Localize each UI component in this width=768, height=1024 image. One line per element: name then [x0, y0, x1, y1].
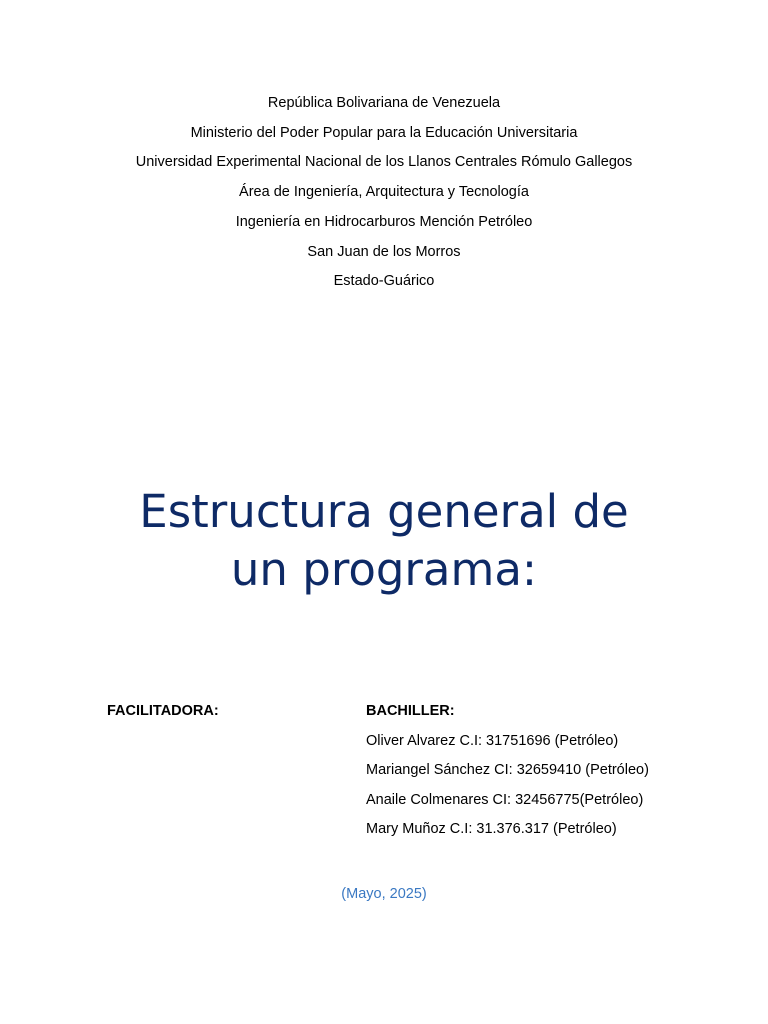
header-program: Ingeniería en Hidrocarburos Mención Petróleo — [235, 213, 533, 230]
student-entry: Oliver Alvarez C.I: 31751696 (Petróleo) — [366, 732, 619, 749]
student-entry: Mariangel Sánchez CI: 32659410 (Petróleo) — [366, 762, 649, 779]
students-label: BACHILLER: — [366, 703, 455, 719]
header-ministry: Ministerio del Poder Popular para la Educación Universitaria — [190, 124, 578, 141]
document-date: (Mayo, 2025) — [341, 886, 427, 902]
header-area: Área de Ingeniería, Arquitectura y Tecnología — [239, 184, 529, 201]
institution-header — [0, 89, 768, 297]
students-section — [366, 701, 649, 839]
document-title-line-2: un programa: — [230, 543, 538, 596]
header-state: Estado-Guárico — [333, 273, 435, 290]
document-title-line-1: Estructura general de — [139, 485, 629, 538]
student-entry: Anaile Colmenares CI: 32456775(Petróleo) — [366, 791, 644, 808]
facilitator-label: FACILITADORA: — [107, 703, 219, 719]
student-entry: Mary Muñoz C.I: 31.376.317 (Petróleo) — [366, 821, 617, 838]
header-university: Universidad Experimental Nacional de los Llanos Centrales Rómulo Gallegos — [135, 154, 633, 171]
document-title — [0, 483, 768, 599]
header-country: República Bolivariana de Venezuela — [267, 95, 501, 111]
header-city: San Juan de los Morros — [307, 243, 461, 260]
